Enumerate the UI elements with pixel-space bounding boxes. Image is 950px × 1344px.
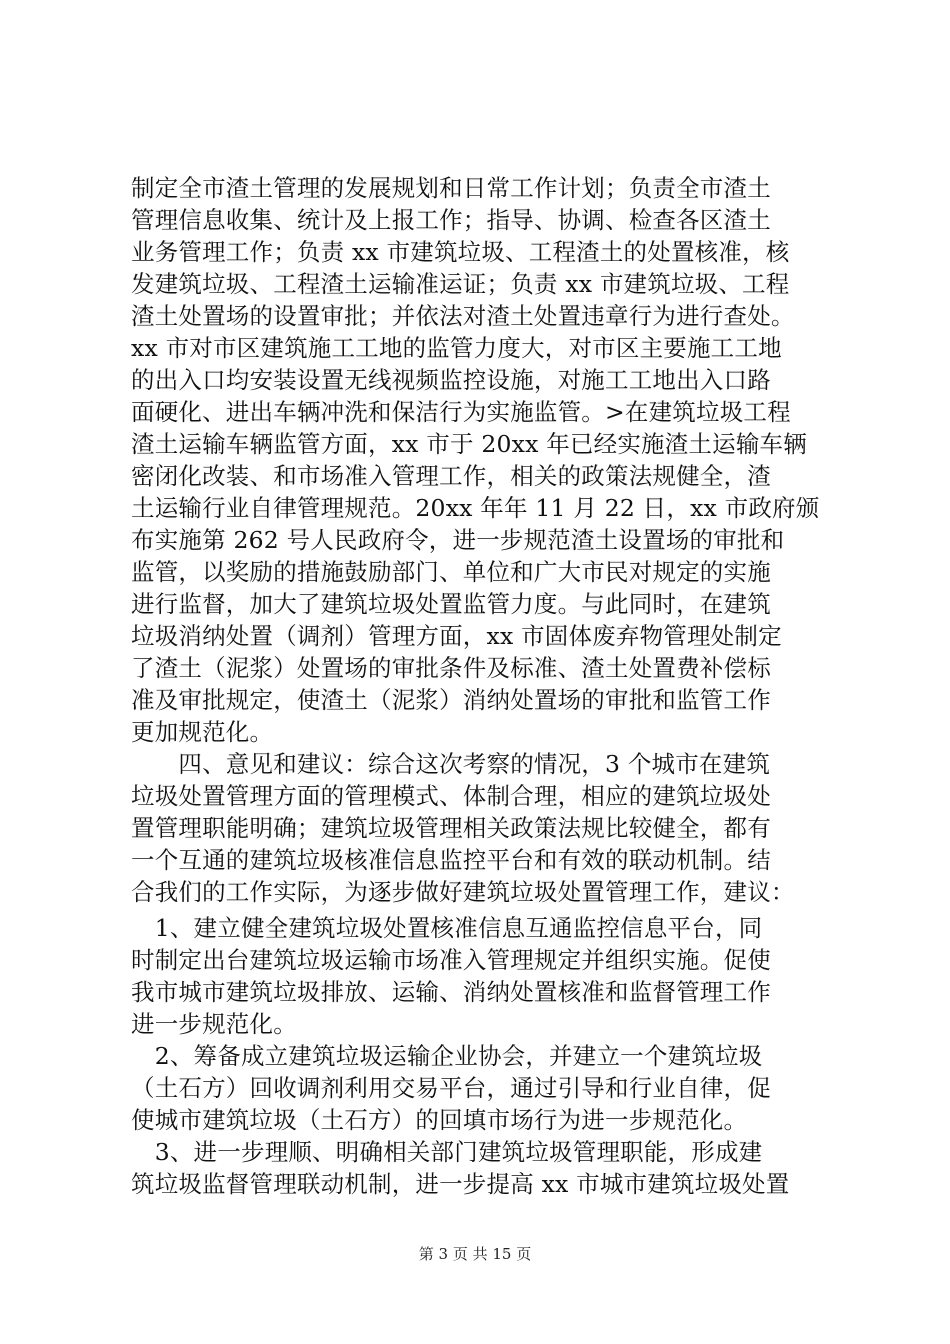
text-line: 面硬化、进出车辆冲洗和保洁行为实施监管。>在建筑垃圾工程 [131,398,791,426]
text-line: 置管理职能明确；建筑垃圾管理相关政策法规比较健全，都有 [131,814,771,842]
text-line: 使城市建筑垃圾（土石方）的回填市场行为进一步规范化。 [131,1106,748,1134]
page-footer: 第 3 页 共 15 页 [418,1245,532,1263]
text-line: 更加规范化。 [131,718,274,746]
text-line: 准及审批规定，使渣土（泥浆）消纳处置场的审批和监管工作 [131,686,771,714]
text-line: 管理信息收集、统计及上报工作；指导、协调、检查各区渣土 [131,206,771,234]
text-line: 监管，以奖励的措施鼓励部门、单位和广大市民对规定的实施 [131,558,771,586]
text-line: 密闭化改装、和市场准入管理工作，相关的政策法规健全，渣 [131,462,771,490]
text-line: （土石方）回收调剂利用交易平台，通过引导和行业自律，促 [131,1074,771,1102]
text-line: 合我们的工作实际，为逐步做好建筑垃圾处置管理工作，建议： [131,878,795,906]
text-line: 一个互通的建筑垃圾核准信息监控平台和有效的联动机制。结 [131,846,771,874]
text-line: 渣土运输车辆监管方面，xx 市于 20xx 年已经实施渣土运输车辆 [131,430,807,458]
text-line: 2、筹备成立建筑垃圾运输企业协会，并建立一个建筑垃圾 [131,1042,763,1070]
body-text-block-1 [131,172,831,908]
text-line: 了渣土（泥浆）处置场的审批条件及标准、渣土处置费补偿标 [131,654,771,682]
text-line: 进一步规范化。 [131,1010,297,1038]
text-line: 我市城市建筑垃圾排放、运输、消纳处置核准和监督管理工作 [131,978,771,1006]
text-line: 制定全市渣土管理的发展规划和日常工作计划；负责全市渣土 [131,174,771,202]
text-line: 渣土处置场的设置审批；并依法对渣土处置违章行为进行查处。 [131,302,795,330]
text-line: 土运输行业自律管理规范。20xx 年年 11 月 22 日，xx 市政府颁 [131,494,820,522]
text-line: 垃圾消纳处置（调剂）管理方面，xx 市固体废弃物管理处制定 [131,622,782,650]
text-line: 的出入口均安装设置无线视频监控设施，对施工工地出入口路 [131,366,771,394]
body-text-block-2 [131,912,831,1200]
text-line: 时制定出台建筑垃圾运输市场准入管理规定并组织实施。促使 [131,946,771,974]
text-line: 布实施第 262 号人民政府令，进一步规范渣土设置场的审批和 [131,526,785,554]
text-line: 发建筑垃圾、工程渣土运输准运证；负责 xx 市建筑垃圾、工程 [131,270,790,298]
text-line: 垃圾处置管理方面的管理模式、体制合理，相应的建筑垃圾处 [131,782,771,810]
text-line: 四、意见和建议：综合这次考察的情况，3 个城市在建筑 [131,750,771,778]
text-line: 1、建立健全建筑垃圾处置核准信息互通监控信息平台，同 [131,914,763,942]
text-line: xx 市对市区建筑施工工地的监管力度大，对市区主要施工工地 [131,334,782,362]
text-line: 筑垃圾监督管理联动机制，进一步提高 xx 市城市建筑垃圾处置 [131,1170,790,1198]
text-line: 进行监督，加大了建筑垃圾处置监管力度。与此同时，在建筑 [131,590,771,618]
text-line: 业务管理工作；负责 xx 市建筑垃圾、工程渣土的处置核准，核 [131,238,790,266]
text-line: 3、进一步理顺、明确相关部门建筑垃圾管理职能，形成建 [131,1138,763,1166]
